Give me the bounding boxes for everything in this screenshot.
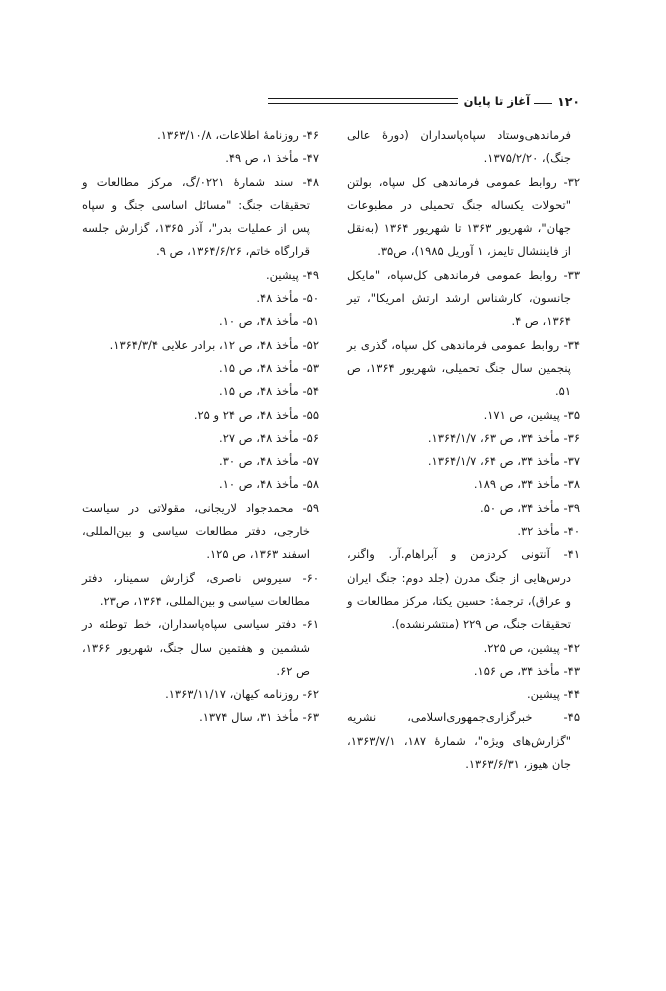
endnote: ۶۰- سیروس ناصری، گزارش سمینار، دفتر مطالعات سیاسی و بین‌المللی، ۱۳۶۴، ص۲۳. xyxy=(82,570,319,608)
endnote: ۵۵- مأخذ ۴۸، ص ۲۴ و ۲۵. xyxy=(193,407,319,422)
endnote: ۵۹- محمدجواد لاریجانی، مقولاتی در سیاست خارجی، دفتر مطالعات سیاسی و بین‌المللی، اسفند ۱۳۶۳، ص ۱۲۵. xyxy=(82,500,319,562)
endnote: ۴۹- پیشین. xyxy=(266,267,319,282)
endnote: ۶۳- مأخذ ۳۱، سال ۱۳۷۴. xyxy=(199,710,319,725)
endnote: ۵۷- مأخذ ۴۸، ص ۳۰. xyxy=(219,454,319,469)
header-dash xyxy=(534,103,552,104)
endnote: ۵۶- مأخذ ۴۸، ص ۲۷. xyxy=(219,430,319,445)
endnote: ۴۷- مأخذ ۱، ص ۴۹. xyxy=(225,151,319,166)
running-header xyxy=(268,91,580,111)
endnote: فرماندهی‌وستاد سپاه‌پاسداران (دورهٔ عالی جنگ)، ۱۳۷۵/۲/۲۰. xyxy=(347,128,571,166)
endnote: ۵۳- مأخذ ۴۸، ص ۱۵. xyxy=(219,360,319,375)
endnote: ۶۱- دفتر سیاسی سپاه‌پاسداران، خط توطئه در ششمین و هفتمین سال جنگ، شهریور ۱۳۶۶، ص ۶۲. xyxy=(82,617,319,678)
endnote: ۵۱- مأخذ ۴۸، ص ۱۰. xyxy=(219,314,319,329)
endnote: ۴۱- آنتونی کردزمن و آبراهام.آر. واگنر، درس‌هایی از جنگ مدرن (جلد دوم: جنگ ایران و عراق)، ترجمهٔ: حسین یکتا، مرکز مطالعات و تحقیقات جنگ، ص ۲۲۹ (منتشرنشده). xyxy=(347,547,580,632)
endnote: ۳۷- مأخذ ۳۴، ص ۶۴، ۱۳۶۴/۱/۷. xyxy=(427,454,580,469)
endnote: ۴۰- مأخذ ۳۲. xyxy=(517,524,580,539)
endnote: ۳۶- مأخذ ۳۴، ص ۶۳، ۱۳۶۴/۱/۷. xyxy=(427,430,580,445)
endnote: ۴۲- پیشین، ص ۲۲۵. xyxy=(483,640,580,655)
endnote: ۴۶- روزنامهٔ اطلاعات، ۱۳۶۳/۱۰/۸. xyxy=(157,128,319,142)
endnote: ۵۸- مأخذ ۴۸، ص ۱۰. xyxy=(219,477,319,492)
page-number: ۱۲۰ xyxy=(557,93,580,109)
endnote: ۳۹- مأخذ ۳۴، ص ۵۰. xyxy=(480,500,580,515)
endnote: ۴۴- پیشین. xyxy=(527,687,580,702)
endnote: ۵۴- مأخذ ۴۸، ص ۱۵. xyxy=(219,384,319,399)
endnote: ۳۵- پیشین، ص ۱۷۱. xyxy=(483,407,580,422)
header-double-rule xyxy=(268,98,458,104)
endnote: ۳۲- روابط عمومی فرماندهی کل سپاه، بولتن "تحولات یکساله جنگ تحمیلی در مطبوعات جهان"، شهریور ۱۳۶۳ تا شهریور ۱۳۶۴ (بەنقل از فایننشال تایمز، ۱ آوریل ۱۹۸۵)، ص۳۵. xyxy=(347,174,580,259)
endnote: ۵۰- مأخذ ۴۸. xyxy=(256,291,319,306)
endnote: ۴۸- سند شمارهٔ ۰۲۲۱/گ، مرکز مطالعات و تحقیقات جنگ: "مسائل اساسی جنگ و سپاه پس از عملیات بدر"، آذر ۱۳۶۵، گزارش جلسه قرارگاه خاتم، ۱۳۶۴/۶/۲۶، ص ۹. xyxy=(82,174,319,259)
endnote: ۳۸- مأخذ ۳۴، ص ۱۸۹. xyxy=(473,477,580,492)
book-title: آغاز تا پایان xyxy=(463,94,531,108)
endnotes-column-left xyxy=(82,124,319,730)
endnote: ۵۲- مأخذ ۴۸، ص ۱۲، برادر علایی ۱۳۶۴/۳/۴. xyxy=(109,337,319,352)
endnotes-column-right xyxy=(347,124,580,776)
endnote: ۴۵- خبرگزاری‌جمهوری‌اسلامی، نشریه "گزارش‌های ویژه"، شمارهٔ ۱۸۷، ۱۳۶۳/۷/۱، جان هیوز، ۱۳۶۳/۶/۳۱. xyxy=(347,710,580,772)
endnote: ۳۴- روابط عمومی فرماندهی کل سپاه، گذری بر پنجمین سال جنگ تحمیلی، شهریور ۱۳۶۴، ص ۵۱. xyxy=(347,337,580,399)
endnote: ۳۳- روابط عمومی فرماندهی کل‌سپاه، "مایکل جانسون، کارشناس ارشد ارتش امریکا"، تیر ۱۳۶۴، ص ۴. xyxy=(347,267,580,329)
endnote: ۶۲- روزنامه کیهان، ۱۳۶۳/۱۱/۱۷. xyxy=(165,687,319,702)
endnote: ۴۳- مأخذ ۳۴، ص ۱۵۶. xyxy=(473,663,580,678)
